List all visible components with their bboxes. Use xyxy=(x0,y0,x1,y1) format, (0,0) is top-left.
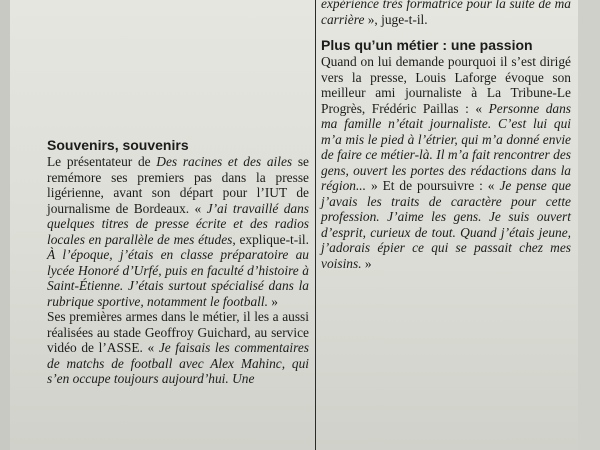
right-margin xyxy=(578,0,600,450)
souvenirs-paragraph-1 xyxy=(47,154,309,309)
text-run: Quand on lui demande pourquoi il s’est dirigé vers la presse, Louis Laforge évoque son meilleur ami journaliste à La Tribune-Le Progrès, Frédéric Paillas : « xyxy=(321,54,571,116)
souvenirs-paragraph-2 xyxy=(47,309,309,387)
left-column xyxy=(47,137,309,387)
quote-run: Personne dans ma famille n’était journaliste. C’est lui qui m’a mis le pied à l’étrier, qui m’a donné envie de faire ce métier-là. Il m’a fait rencontrer des gens, ouvert les portes des rédactions dans la région... xyxy=(321,100,571,193)
right-top-paragraph xyxy=(321,0,571,27)
quote-run: À l’époque, j’étais en classe préparatoire au lycée Honoré d’Urfé, puis en faculté d’histoire à Saint-Étienne. J’étais surtout spécialisé dans la rubrique sportive, notamment le football. xyxy=(47,247,309,309)
quote-run: expérience très formatrice pour la suite de ma carrière xyxy=(321,0,571,27)
left-margin xyxy=(0,0,10,450)
section-heading-souvenirs: Souvenirs, souvenirs xyxy=(47,137,189,153)
right-column xyxy=(321,0,571,271)
quote-run: Des racines et des ailes xyxy=(156,154,293,169)
text-run: » Et de poursuivre : « xyxy=(366,178,500,193)
quote-run: J’ai travaillé dans quelques titres de presse écrite et des radios locales en parallèle de mes études xyxy=(47,200,309,247)
text-run: » xyxy=(267,293,278,309)
section-heading-passion: Plus qu’un métier : une passion xyxy=(321,37,533,53)
text-run: , explique-t-il. xyxy=(232,231,309,247)
quote-run: Je faisais les commentaires de matchs de football avec Alex Mahinc, qui s’en occupe toujours aujourd’hui. Une xyxy=(47,340,310,386)
text-run: se remémore ses premiers pas dans la presse ligérienne, avant son départ pour l’IUT de journalisme de Bordeaux. « xyxy=(47,154,309,216)
text-run: Ses premières armes dans le métier, il les a aussi réalisées au stade Geoffroy Guichard, au service vidéo de l’ASSE. « xyxy=(47,309,309,355)
quote-run: Je pense que j’avais les traits de caractère pour cette profession. J’aime les gens. Je suis ouvert d’esprit, curieux de tout. Quand j’étais jeune, j’adorais épier ce qui se passait chez mes voisins. xyxy=(321,178,572,271)
text-run: » xyxy=(361,255,372,271)
passion-paragraph xyxy=(321,54,571,271)
text-run: Le présentateur de xyxy=(47,154,157,169)
column-divider xyxy=(315,0,316,450)
text-run: », juge-t-il. xyxy=(364,11,428,27)
